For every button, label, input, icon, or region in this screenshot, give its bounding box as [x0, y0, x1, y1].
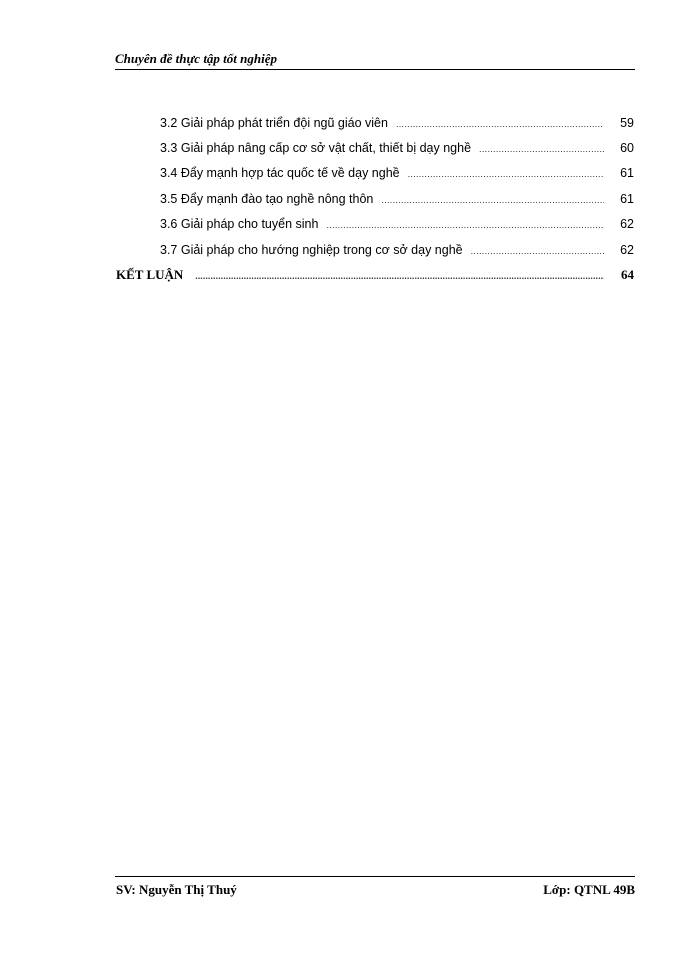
toc-entry-label: 3.3 Giải pháp nâng cấp cơ sở vật chất, thiết bị dạy nghề: [160, 141, 472, 155]
header-rule: [115, 69, 635, 70]
toc-entry-label: 3.2 Giải pháp phát triển đội ngũ giáo viên: [160, 116, 388, 130]
toc-entry[interactable]: [160, 191, 634, 208]
toc-entry[interactable]: [160, 115, 634, 132]
toc-dot-leader: [471, 243, 604, 259]
toc-dot-leader: [326, 217, 604, 233]
toc-dot-leader: [479, 141, 604, 157]
toc-dot-leader: [381, 192, 604, 208]
toc-dot-leader: [408, 166, 604, 182]
toc-entry[interactable]: [160, 140, 634, 157]
toc-entry[interactable]: [160, 242, 634, 259]
toc-entry-page: 64: [621, 267, 634, 282]
footer-class: Lớp: QTNL 49B: [543, 882, 635, 897]
footer-student: SV: Nguyễn Thị Thuý: [116, 882, 237, 897]
toc-entry[interactable]: [160, 216, 634, 233]
toc-entry-label: 3.6 Giải pháp cho tuyển sinh: [160, 217, 319, 231]
toc-entry-label: 3.5 Đẩy mạnh đào tạo nghề nông thôn: [160, 192, 374, 206]
toc-entry-label: 3.7 Giải pháp cho hướng nghiệp trong cơ sở dạy nghề: [160, 243, 463, 257]
toc-entry-page: 62: [620, 243, 634, 257]
toc-dot-leader: [195, 268, 604, 284]
toc-entry[interactable]: [160, 165, 634, 182]
toc-entry-label: 3.4 Đẩy mạnh hợp tác quốc tế về dạy nghề: [160, 166, 400, 180]
toc-entry-page: 62: [620, 217, 634, 231]
header-title: Chuyên đề thực tập tốt nghiệp: [115, 51, 277, 66]
footer-rule: [115, 876, 635, 877]
toc-entry-page: 61: [620, 192, 634, 206]
toc-dot-leader: [396, 116, 604, 132]
toc-entry-page: 60: [620, 141, 634, 155]
page-footer: [116, 882, 635, 898]
toc-entry-label: KẾT LUẬN: [116, 267, 184, 282]
toc-entry-conclusion[interactable]: [116, 267, 634, 284]
toc-entry-page: 61: [620, 166, 634, 180]
toc-entry-page: 59: [620, 116, 634, 130]
